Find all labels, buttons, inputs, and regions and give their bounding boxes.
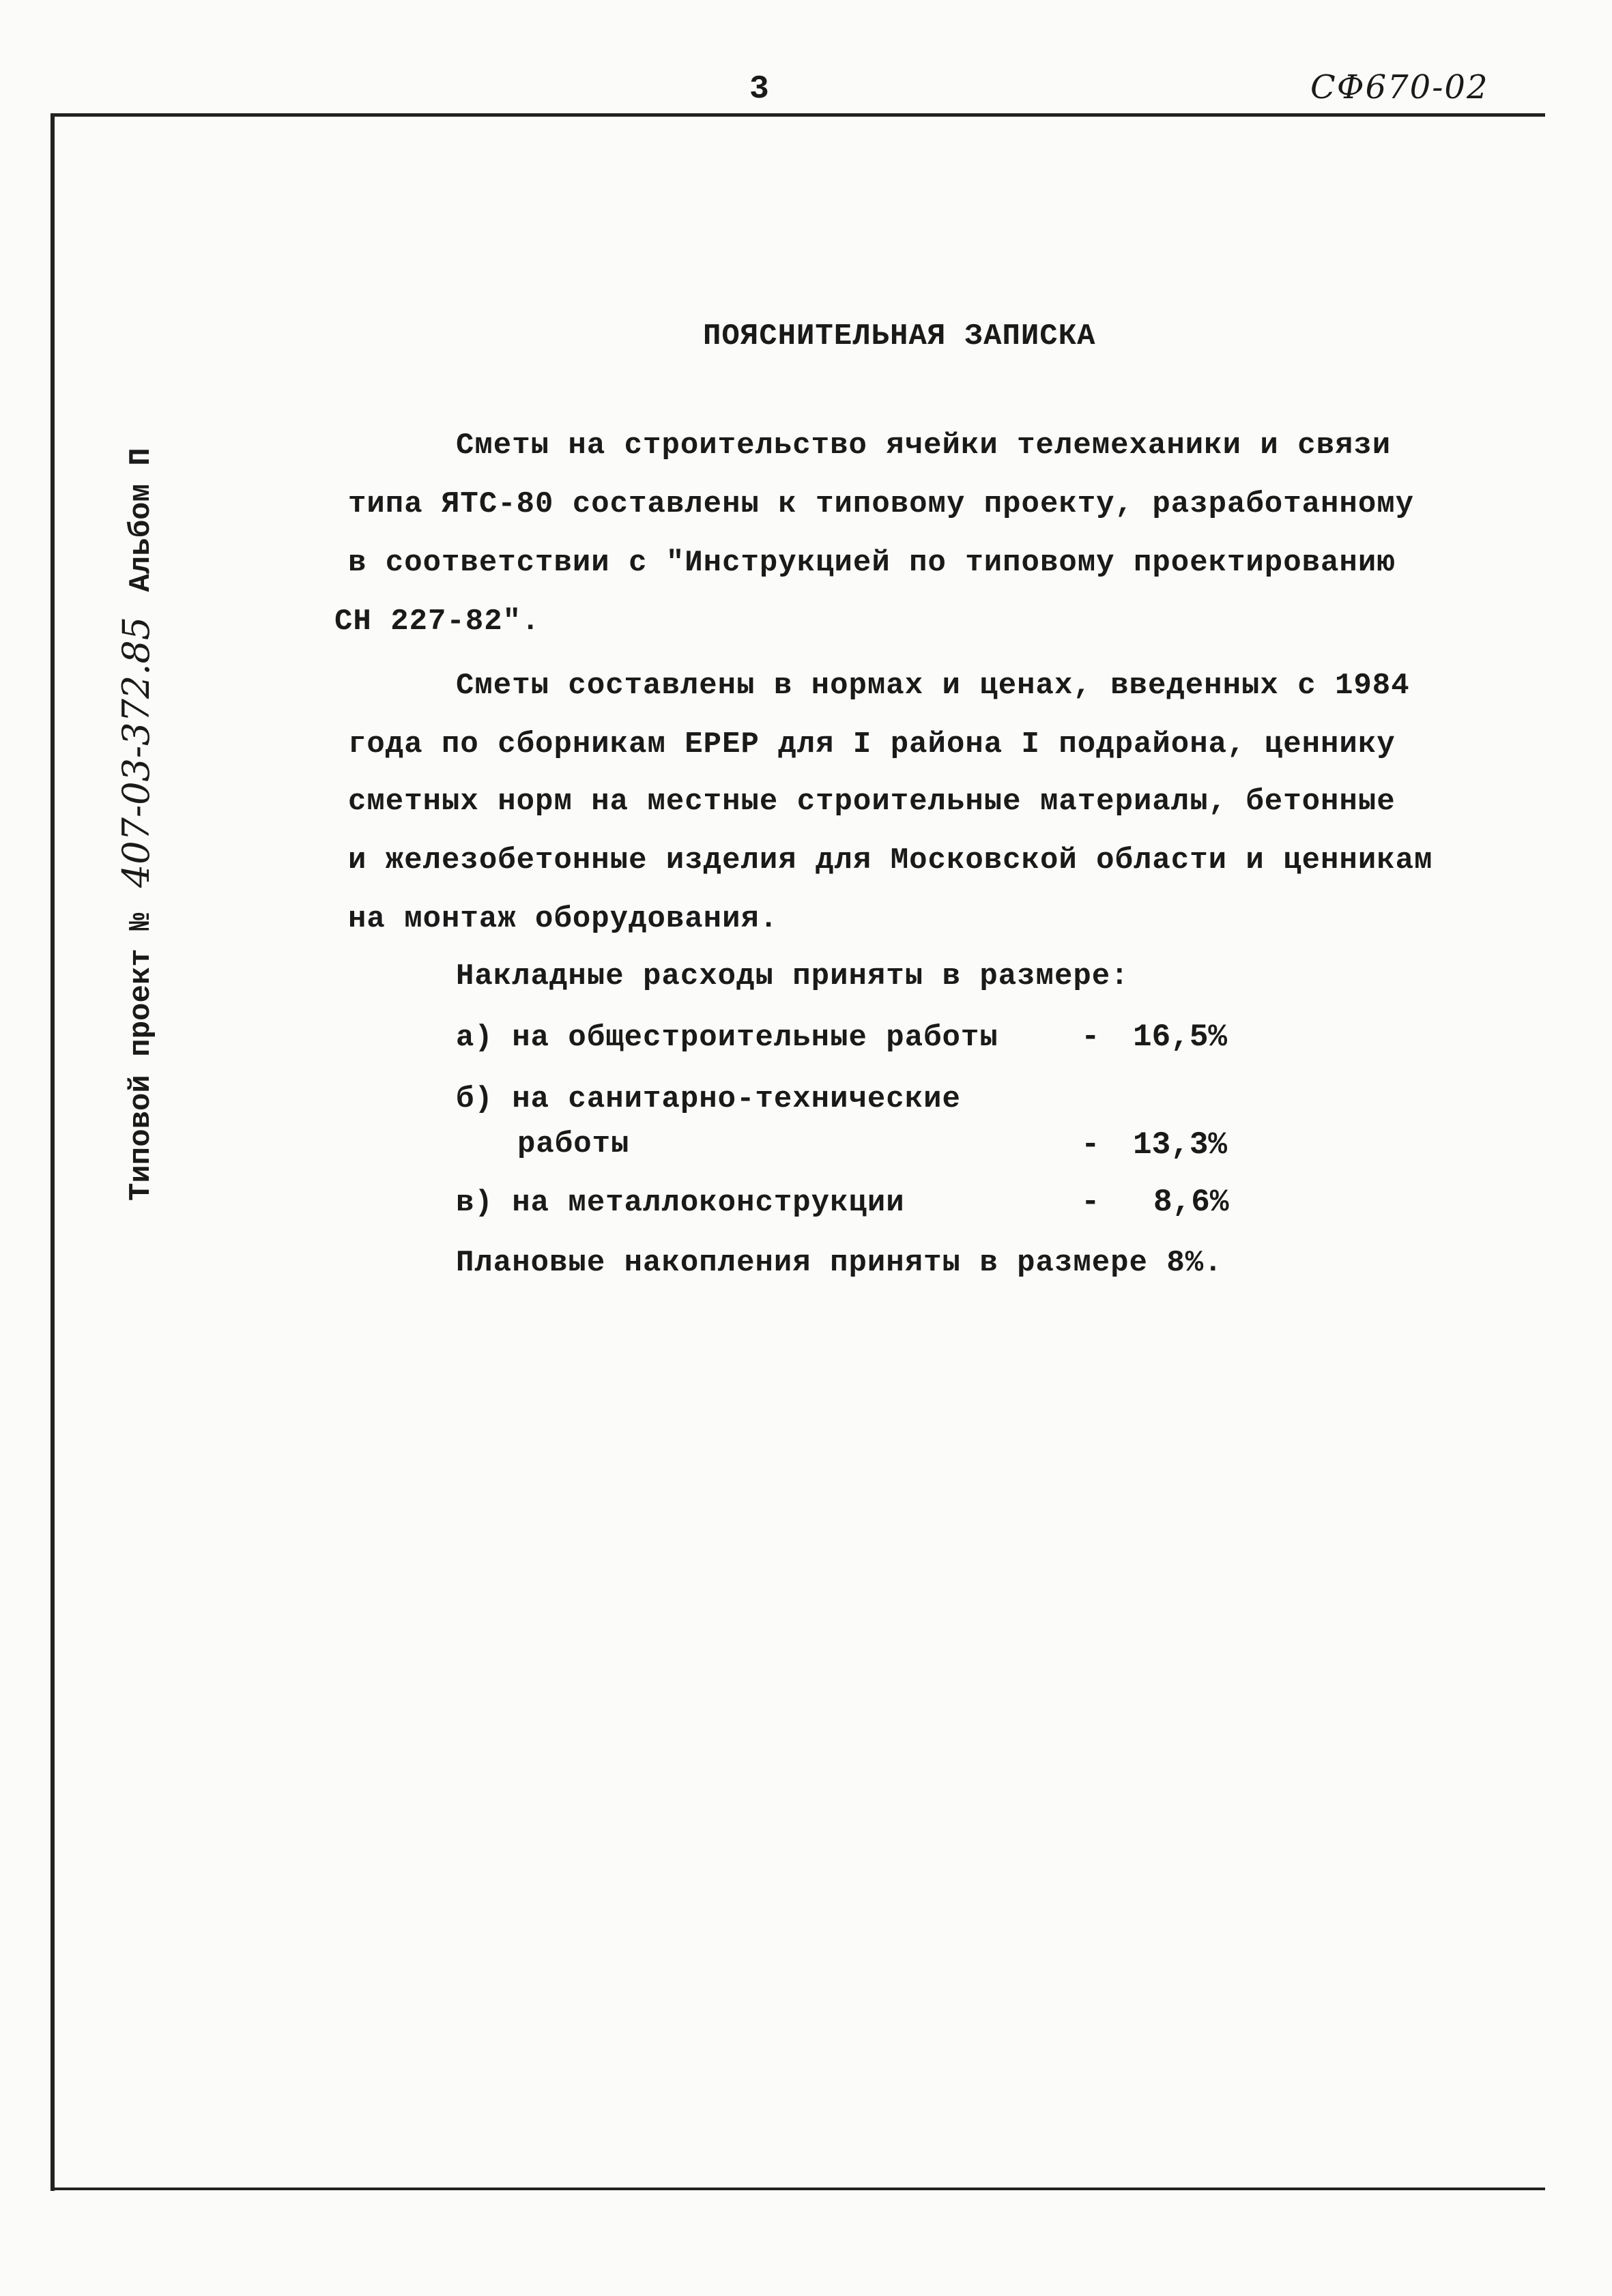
- paragraph-1-line: типа ЯТС-80 составлены к типовому проекту, разработанному: [348, 487, 1415, 521]
- overhead-item-value: 16,5%: [1133, 1019, 1228, 1055]
- overhead-item-dash: -: [1081, 1127, 1100, 1163]
- overhead-item-value: 8,6%: [1153, 1185, 1229, 1220]
- album-label: Альбом П: [124, 448, 158, 592]
- paragraph-1-line: СН 227-82".: [334, 605, 541, 639]
- overhead-item-label: в) на металлоконструкции: [456, 1186, 905, 1220]
- paragraph-2-line: года по сборникам ЕРЕР для I района I подрайона, ценнику: [348, 727, 1396, 761]
- page-title: ПОЯСНИТЕЛЬНАЯ ЗАПИСКА: [703, 319, 1096, 353]
- document-code: СФ670-02: [1310, 68, 1489, 106]
- paragraph-2-line: Сметы составлены в нормах и ценах, введенных с 1984: [456, 669, 1410, 703]
- paragraph-2-line: на монтаж оборудования.: [348, 902, 779, 936]
- frame-bottom-line: [51, 2188, 1545, 2190]
- project-prefix: Типовой проект №: [124, 912, 158, 1201]
- side-stamp: [115, 448, 158, 1201]
- overhead-item-label: а) на общестроительные работы: [456, 1021, 998, 1055]
- overhead-item-dash: -: [1081, 1185, 1100, 1220]
- overhead-item-dash: -: [1081, 1019, 1100, 1055]
- overhead-item-value: 13,3%: [1133, 1127, 1228, 1163]
- paragraph-2-line: и железобетонные изделия для Московской области и ценникам: [348, 843, 1433, 877]
- planned-savings: Плановые накопления приняты в размере 8%.: [456, 1246, 1223, 1280]
- paragraph-1-line: в соответствии с "Инструкцией по типовому проектированию: [348, 546, 1396, 580]
- paragraph-2-line: сметных норм на местные строительные материалы, бетонные: [348, 785, 1396, 819]
- project-number: 407-03-372.85: [115, 616, 158, 888]
- overheads-intro: Накладные расходы приняты в размере:: [456, 959, 1129, 993]
- overhead-item-label: б) на санитарно-технические: [456, 1082, 961, 1116]
- page-number: 3: [749, 71, 769, 108]
- overhead-item-label-continued: работы: [517, 1127, 630, 1161]
- frame-top-line: [51, 113, 1545, 117]
- frame-left-line: [51, 113, 55, 2191]
- paragraph-1-line: Сметы на строительство ячейки телемеханики и связи: [456, 428, 1392, 463]
